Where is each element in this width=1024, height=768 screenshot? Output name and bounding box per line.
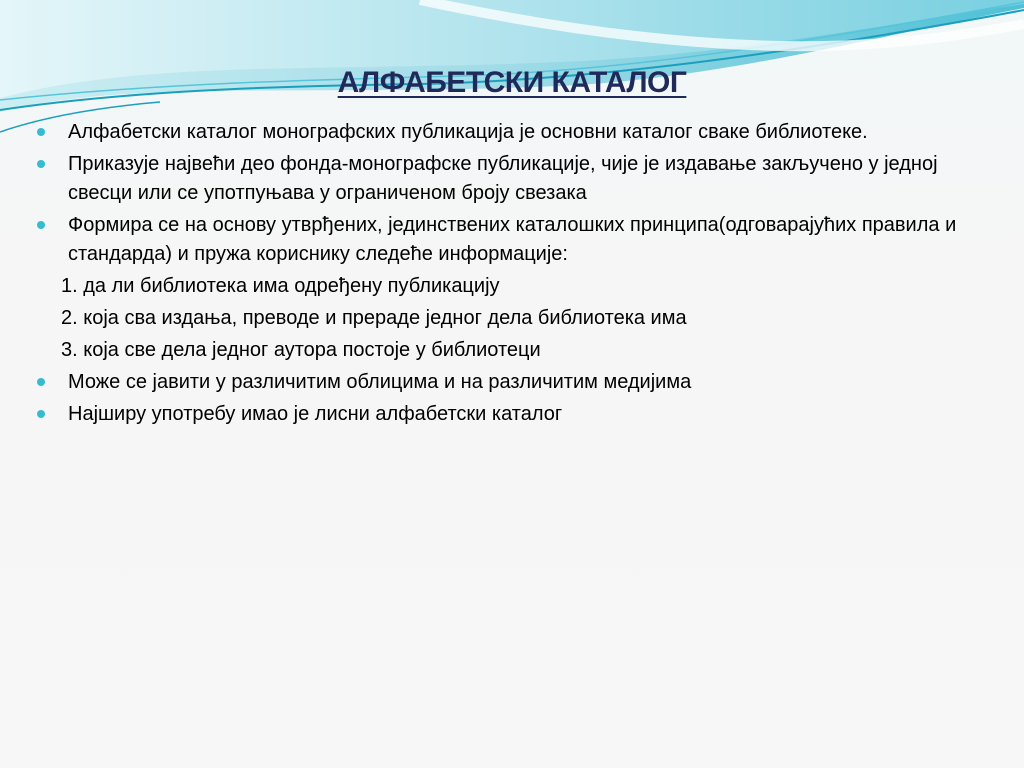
bullet-dot-icon [37,160,45,168]
numbered-item [36,336,996,365]
item-text: Приказује највећи део фонда-монографске публикације, чије је издавање закључено у једној свесци или се употпуњава у ограниченом броју свезака [68,153,938,204]
numbered-item [36,304,996,333]
bullet-dot-icon [37,378,45,386]
item-text: 2. која сва издања, преводе и прераде једног дела библиотека има [61,307,687,329]
numbered-item [36,272,996,301]
slide-content [36,118,996,432]
bullet-item [36,368,996,397]
item-text: Алфабетски каталог монографских публикација је основни каталог сваке библиотеке. [68,121,868,143]
bullet-dot-icon [37,128,45,136]
item-text: Формира се на основу утврђених, јединствених каталошких принципа(одговарајућих правила и стандарда) и пружа кориснику следеће информације: [68,214,957,265]
item-text: Може се јавити у различитим облицима и на различитим медијима [68,371,692,393]
item-text: 3. која све дела једног аутора постоје у библиотеци [61,339,541,361]
bullet-item [36,150,996,208]
bullet-dot-icon [37,410,45,418]
bullet-item [36,400,996,429]
item-text: Најширу употребу имао је лисни алфабетски каталог [68,403,563,425]
slide-title: АЛФАБЕТСКИ КАТАЛОГ [337,66,687,99]
item-text: 1. да ли библиотека има одређену публикацију [61,275,500,297]
bullet-dot-icon [37,221,45,229]
bullet-item [36,118,996,147]
bullet-item [36,211,996,269]
